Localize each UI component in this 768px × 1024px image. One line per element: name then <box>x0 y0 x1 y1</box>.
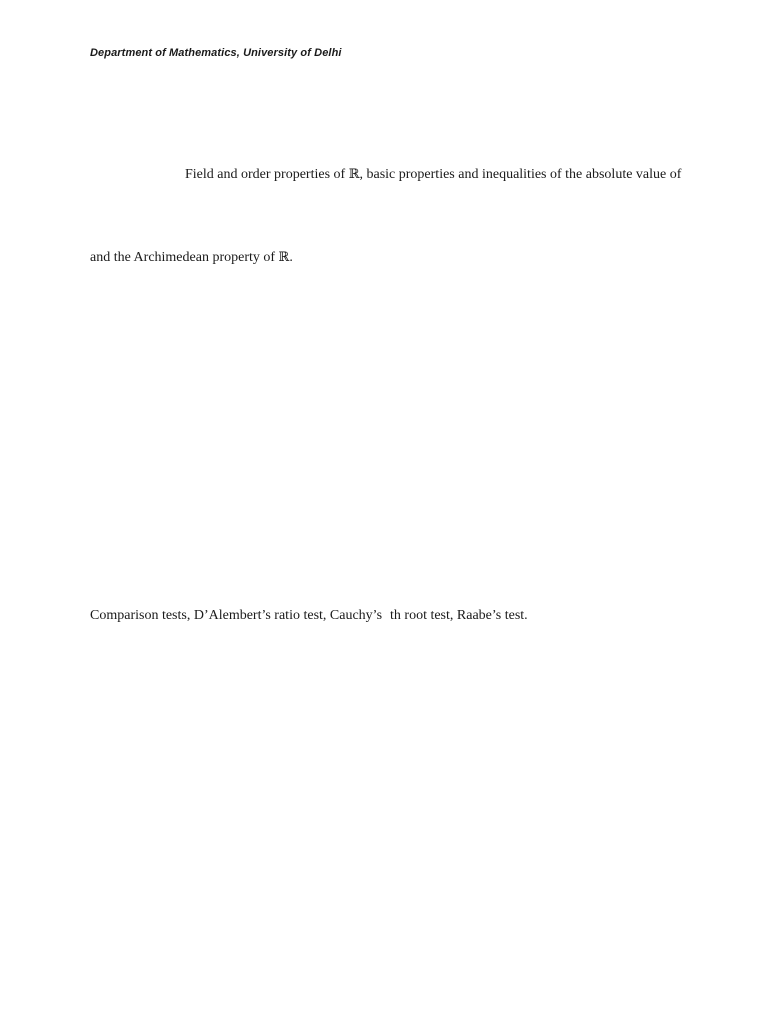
line-1-text-end: , basic properties and inequalities of the absolute value of <box>359 167 682 182</box>
line-3-text-end: th root test, Raabe’s test. <box>390 608 528 623</box>
running-header: Department of Mathematics, University of Delhi <box>90 47 342 59</box>
line-1-text-start: Field and order properties of <box>185 167 349 182</box>
body-line-archimedean-property <box>90 250 293 266</box>
line-2-text-start: and the Archimedean property of <box>90 250 279 265</box>
real-numbers-symbol: ℝ <box>348 167 360 182</box>
body-line-field-order-properties <box>185 167 681 183</box>
real-numbers-symbol: ℝ <box>278 250 290 265</box>
body-line-convergence-tests <box>90 608 528 624</box>
line-3-text-start: Comparison tests, D’Alembert’s ratio test, Cauchy’s <box>90 608 383 623</box>
line-2-text-end: . <box>289 250 293 265</box>
